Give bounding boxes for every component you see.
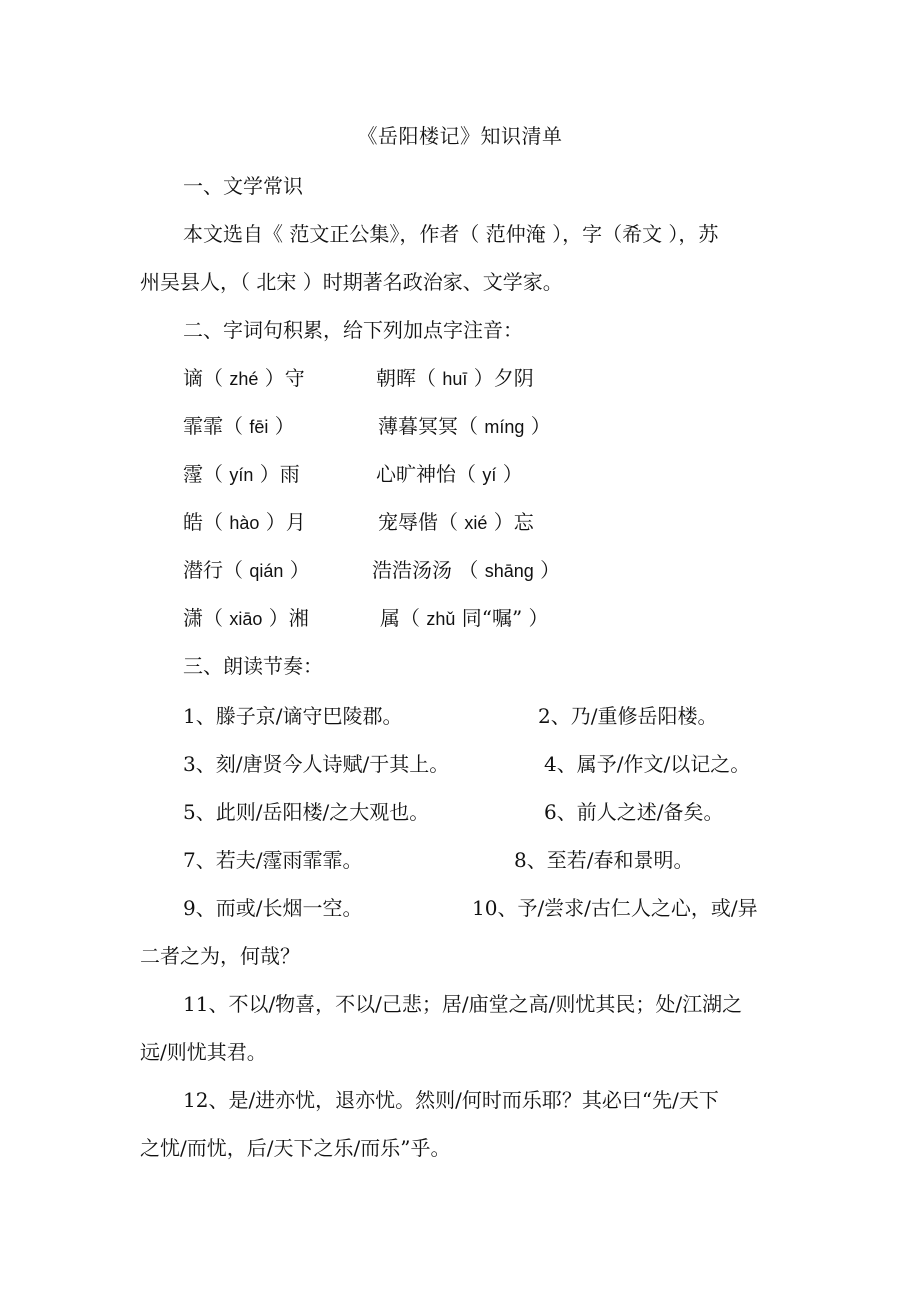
literary-paragraph-line: 州吴县人，（ 北宋 ）时期著名政治家、文学家。 — [140, 270, 563, 294]
rhythm-item: 4、属予/作文/以记之。 — [544, 752, 751, 776]
vocab-item: 潜行（ qián ） — [183, 558, 310, 582]
vocab-item: 皓（ hào ）月 — [183, 510, 306, 534]
vocab-item: 浩浩汤汤 （ shāng ） — [372, 558, 561, 582]
rhythm-item: 5、此则/岳阳楼/之大观也。 — [183, 800, 430, 824]
pinyin: yí — [482, 465, 497, 485]
section-heading-literary: 一、文学常识 — [183, 174, 303, 198]
pinyin: zhé — [229, 369, 259, 389]
vocab-item: 霏霏（ fēi ） — [183, 414, 295, 438]
section-heading-vocabulary: 二、字词句积累，给下列加点字注音： — [183, 318, 523, 342]
section-heading-rhythm: 三、朗读节奏： — [183, 654, 323, 678]
pinyin: qián — [249, 561, 284, 581]
pinyin: xiāo — [229, 609, 263, 629]
pinyin: hào — [229, 513, 260, 533]
document-title: 《岳阳楼记》知识清单 — [357, 124, 563, 148]
rhythm-item: 6、前人之述/备矣。 — [544, 800, 724, 824]
pinyin: zhǔ — [426, 609, 456, 629]
rhythm-item: 12、是/进亦忧，退亦忧。然则/何时而乐耶？其必曰“先/天下 — [183, 1088, 719, 1112]
pinyin: shāng — [484, 561, 534, 581]
vocab-item: 心旷神怡（ yí ） — [376, 462, 523, 486]
vocab-item: 薄暮冥冥（ míng ） — [378, 414, 551, 438]
pinyin: xié — [464, 513, 488, 533]
rhythm-item: 3、刻/唐贤今人诗赋/于其上。 — [183, 752, 450, 776]
rhythm-item: 8、至若/春和景明。 — [514, 848, 694, 872]
pinyin: yín — [229, 465, 254, 485]
rhythm-item: 2、乃/重修岳阳楼。 — [538, 704, 718, 728]
rhythm-item: 10、予/尝求/古仁人之心，或/异 — [472, 896, 758, 920]
pinyin: huī — [442, 369, 468, 389]
rhythm-item-continuation: 之忧/而忧，后/天下之乐/而乐”乎。 — [140, 1136, 451, 1160]
vocab-item: 谪（ zhé ）守 — [183, 366, 305, 390]
rhythm-item: 1、滕子京/谪守巴陵郡。 — [183, 704, 403, 728]
rhythm-item: 7、若夫/霪雨霏霏。 — [183, 848, 363, 872]
rhythm-item: 9、而或/长烟一空。 — [183, 896, 363, 920]
pinyin: míng — [484, 417, 525, 437]
rhythm-item: 11、不以/物喜，不以/己悲；居/庙堂之高/则忧其民；处/江湖之 — [183, 992, 743, 1016]
vocab-item: 宠辱偕（ xié ）忘 — [378, 510, 534, 534]
vocab-item: 朝晖（ huī ）夕阴 — [376, 366, 534, 390]
vocab-item: 属（ zhǔ 同“嘱” ） — [380, 606, 549, 630]
vocab-item: 潇（ xiāo ）湘 — [183, 606, 309, 630]
rhythm-item-continuation: 二者之为，何哉？ — [140, 944, 300, 968]
pinyin: fēi — [249, 417, 269, 437]
literary-paragraph-line: 本文选自《 范文正公集》，作者（ 范仲淹 ），字（希文 ），苏 — [183, 222, 719, 246]
vocab-item: 霪（ yín ）雨 — [183, 462, 300, 486]
rhythm-item-continuation: 远/则忧其君。 — [140, 1040, 267, 1064]
